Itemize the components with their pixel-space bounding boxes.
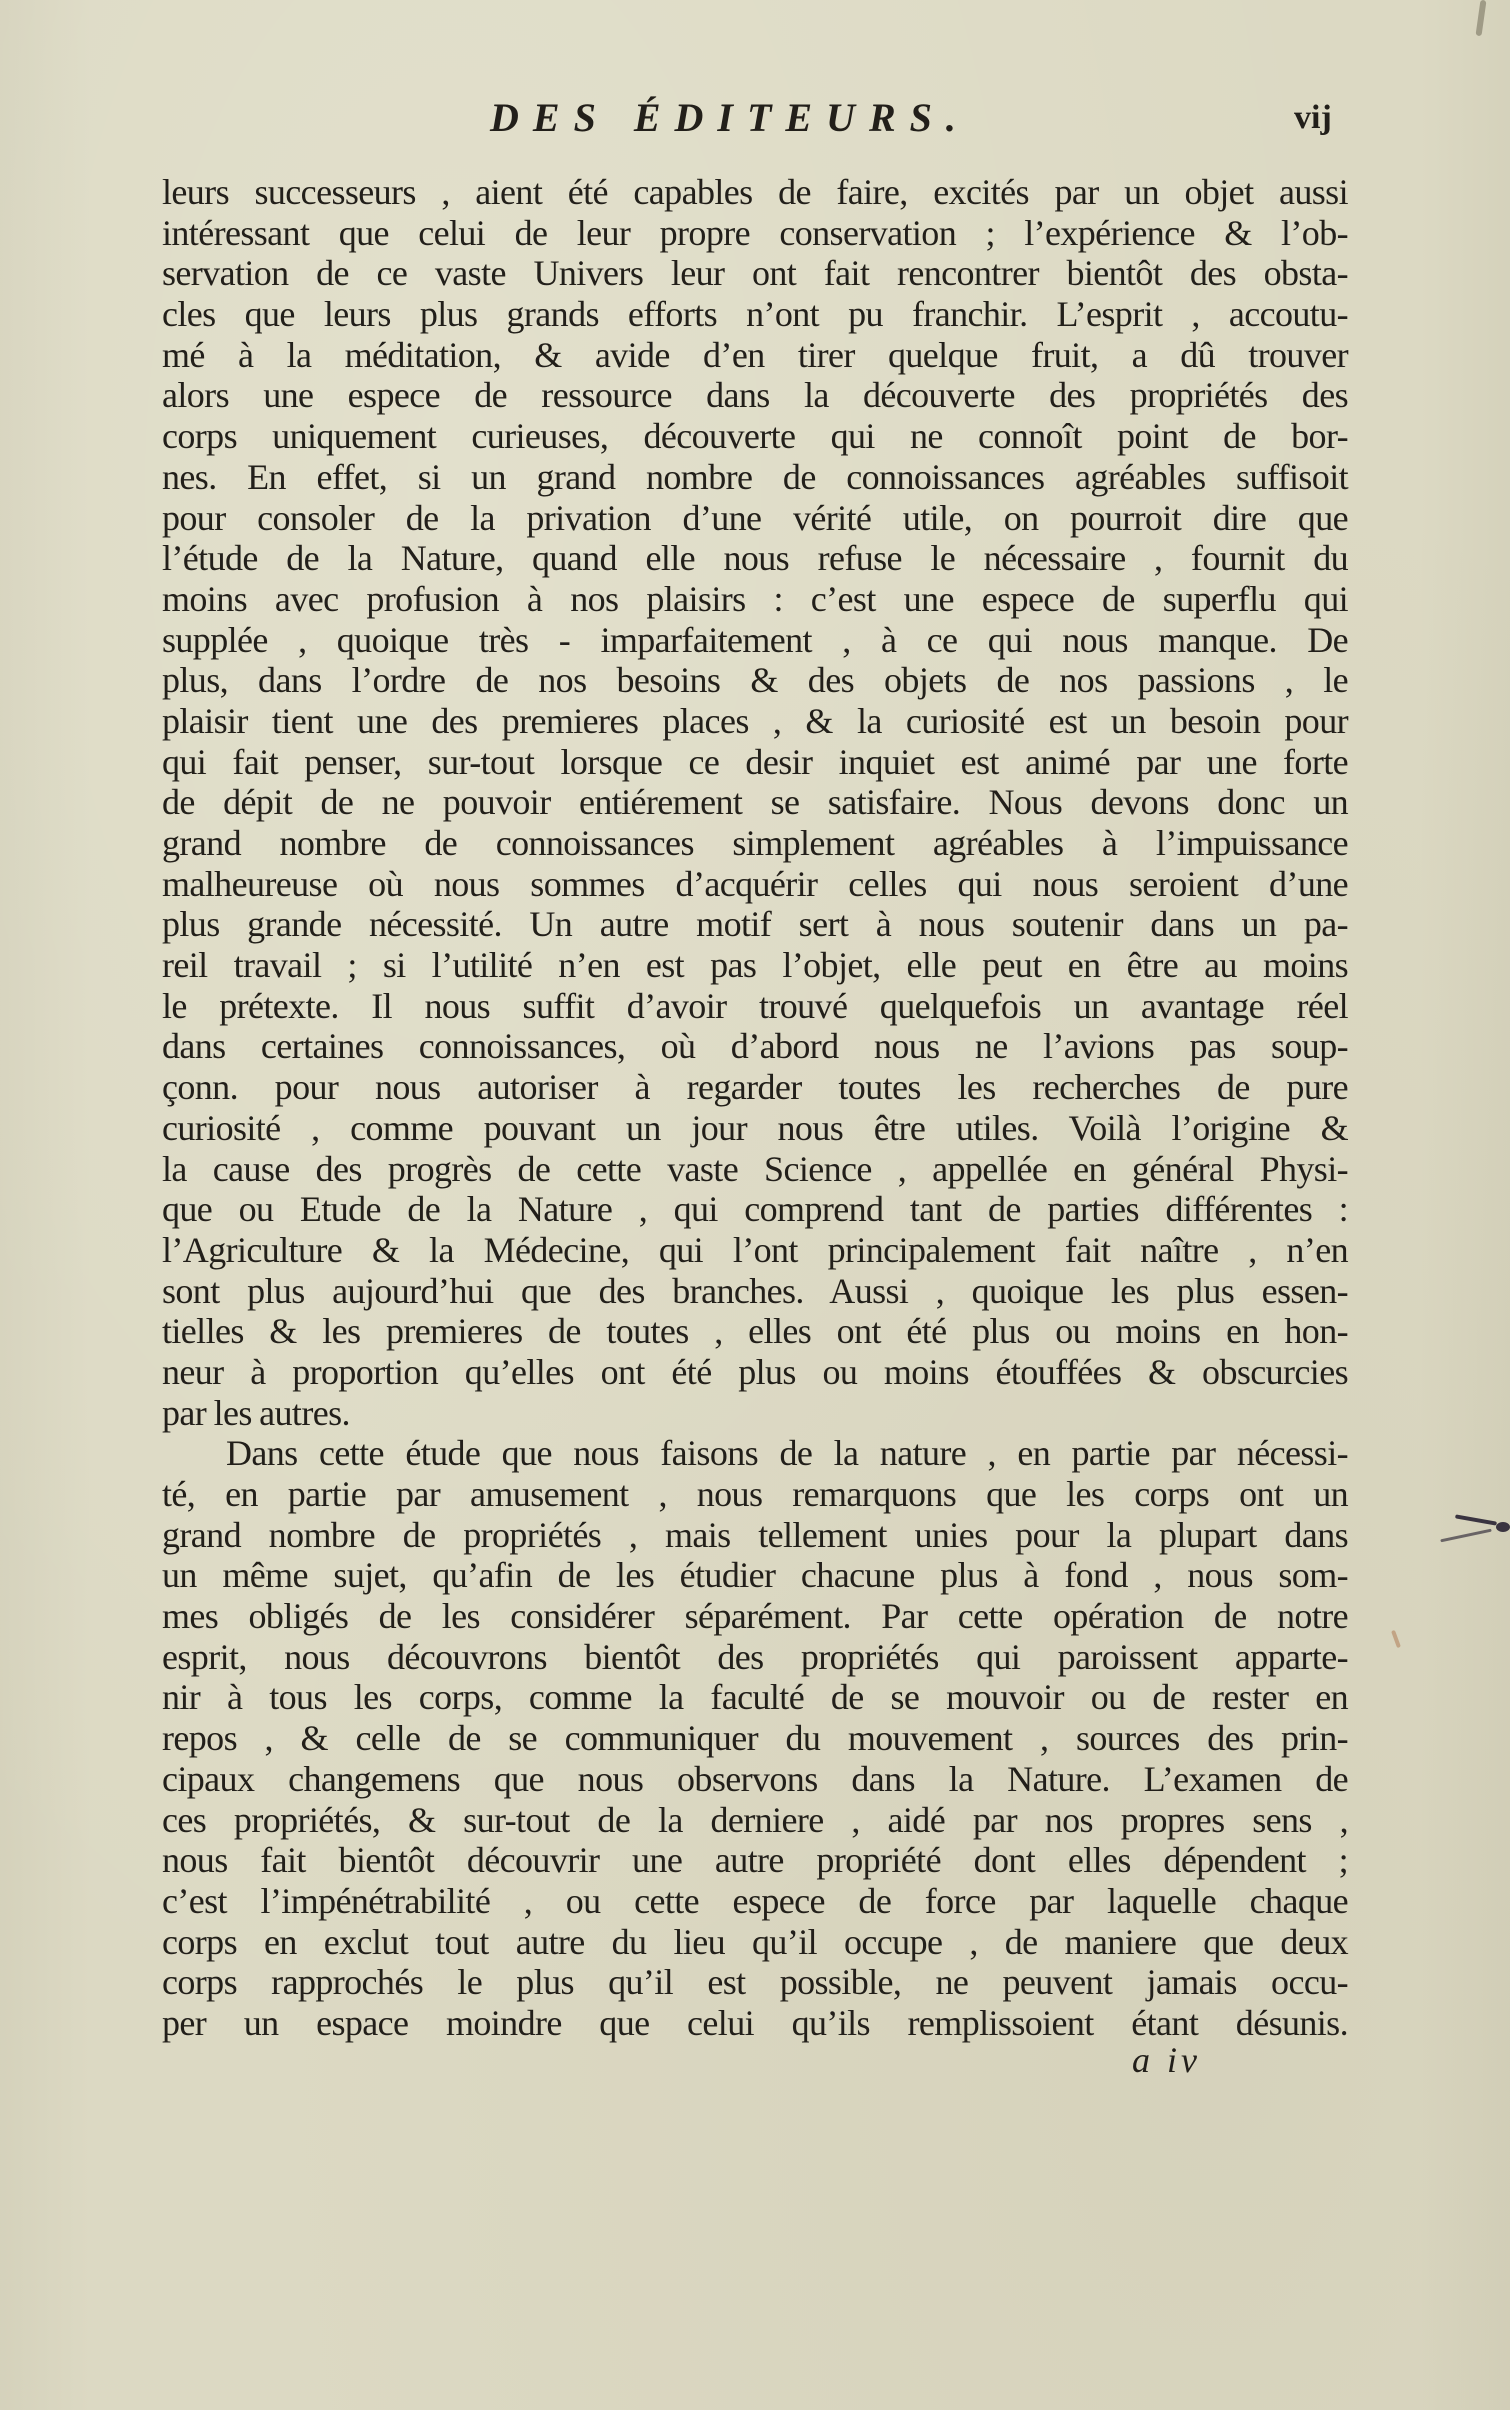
text-line: cipaux changemens que nous observons dans la Nature. L’examen de <box>162 1758 1348 1799</box>
text-line: nes. En effet, si un grand nombre de connoissances agréables suffisoit <box>162 456 1348 497</box>
text-line: sont plus aujourd’hui que des branches. Aussi , quoique les plus essen- <box>162 1270 1348 1311</box>
text-line: dans certaines connoissances, où d’abord nous ne l’avions pas soup- <box>162 1026 1348 1067</box>
text-line: corps rapprochés le plus qu’il est possible, ne peuvent jamais occu- <box>162 1962 1348 2003</box>
text-line: par les autres. <box>162 1392 350 1433</box>
text-line: plaisir tient une des premieres places , & la curiosité est un besoin pour <box>162 700 1348 741</box>
text-line: per un espace moindre que celui qu’ils remplissoient étant désunis. <box>162 2002 1348 2043</box>
text-line: mé à la méditation, & avide d’en tirer quelque fruit, a dû trouver <box>162 334 1348 375</box>
text-line: nous fait bientôt découvrir une autre propriété dont elles dépendent ; <box>162 1840 1348 1881</box>
text-line: Dans cette étude que nous faisons de la nature , en partie par nécessi- <box>226 1433 1348 1474</box>
text-line: neur à proportion qu’elles ont été plus ou moins étouffées & obscurcies <box>162 1351 1348 1392</box>
text-line: un même sujet, qu’afin de les étudier chacune plus à fond , nous som- <box>162 1555 1348 1596</box>
text-line: l’étude de la Nature, quand elle nous refuse le nécessaire , fournit du <box>162 538 1348 579</box>
text-line: çonn. pour nous autoriser à regarder toutes les recherches de pure <box>162 1067 1348 1108</box>
text-line: mes obligés de les considérer séparément. Par cette opération de notre <box>162 1596 1348 1637</box>
text-line: alors une espece de ressource dans la découverte des propriétés des <box>162 375 1348 416</box>
text-line: curiosité , comme pouvant un jour nous être utiles. Voilà l’origine & <box>162 1107 1348 1148</box>
text-line: plus, dans l’ordre de nos besoins & des objets de nos passions , le <box>162 660 1348 701</box>
text-line: le prétexte. Il nous suffit d’avoir trouvé quelquefois un avantage réel <box>162 985 1348 1026</box>
text-line: que ou Etude de la Nature , qui comprend tant de parties différentes : <box>162 1189 1348 1230</box>
text-line: cles que leurs plus grands efforts n’ont pu franchir. L’esprit , accoutu- <box>162 294 1348 335</box>
text-line: qui fait penser, sur-tout lorsque ce desir inquiet est animé par une forte <box>162 741 1348 782</box>
ink-mark <box>1496 1522 1510 1532</box>
text-line: malheureuse où nous sommes d’acquérir celles qui nous seroient d’une <box>162 863 1348 904</box>
body-text <box>162 172 1348 2044</box>
text-line: tielles & les premieres de toutes , elles ont été plus ou moins en hon- <box>162 1311 1348 1352</box>
text-line: corps en exclut tout autre du lieu qu’il occupe , de maniere que deux <box>162 1921 1348 1962</box>
text-line: la cause des progrès de cette vaste Science , appellée en général Physi- <box>162 1148 1348 1189</box>
text-line: té, en partie par amusement , nous remarquons que les corps ont un <box>162 1474 1348 1514</box>
text-line: l’Agriculture & la Médecine, qui l’ont principalement fait naître , n’en <box>162 1229 1348 1270</box>
text-line: ces propriétés, & sur-tout de la derniere , aidé par nos propres sens , <box>162 1799 1348 1840</box>
text-line: grand nombre de connoissances simplement agréables à l’impuissance <box>162 823 1348 863</box>
text-line: leurs successeurs , aient été capables de faire, excités par un objet aussi <box>162 172 1348 212</box>
running-head <box>0 96 1510 140</box>
text-line: reil travail ; si l’utilité n’en est pas l’objet, elle peut en être au moins <box>162 945 1348 986</box>
text-line: grand nombre de propriétés , mais tellement unies pour la plupart dans <box>162 1514 1348 1555</box>
text-line: corps uniquement curieuses, découverte qui ne connoît point de bor- <box>162 416 1348 457</box>
text-line: servation de ce vaste Univers leur ont fait rencontrer bientôt des obsta- <box>162 253 1348 294</box>
text-line: supplée , quoique très - imparfaitement , à ce qui nous manque. De <box>162 619 1348 660</box>
text-line: c’est l’impénétrabilité , ou cette espece de force par laquelle chaque <box>162 1880 1348 1921</box>
text-line: esprit, nous découvrons bientôt des propriétés qui paroissent apparte- <box>162 1636 1348 1677</box>
text-line: de dépit de ne pouvoir entiérement se satisfaire. Nous devons donc un <box>162 782 1348 823</box>
running-title: DES ÉDITEURS. <box>490 95 970 140</box>
page-number: vij <box>1294 99 1332 136</box>
text-line: plus grande nécessité. Un autre motif sert à nous soutenir dans un pa- <box>162 904 1348 945</box>
signature-mark: a iv <box>1132 2040 1201 2080</box>
text-line: nir à tous les corps, comme la faculté de se mouvoir ou de rester en <box>162 1677 1348 1718</box>
text-line: repos , & celle de se communiquer du mouvement , sources des prin- <box>162 1718 1348 1759</box>
text-line: intéressant que celui de leur propre conservation ; l’expérience & l’ob- <box>162 212 1348 253</box>
text-line: pour consoler de la privation d’une vérité utile, on pourroit dire que <box>162 497 1348 538</box>
text-line: moins avec profusion à nos plaisirs : c’est une espece de superflu qui <box>162 578 1348 619</box>
